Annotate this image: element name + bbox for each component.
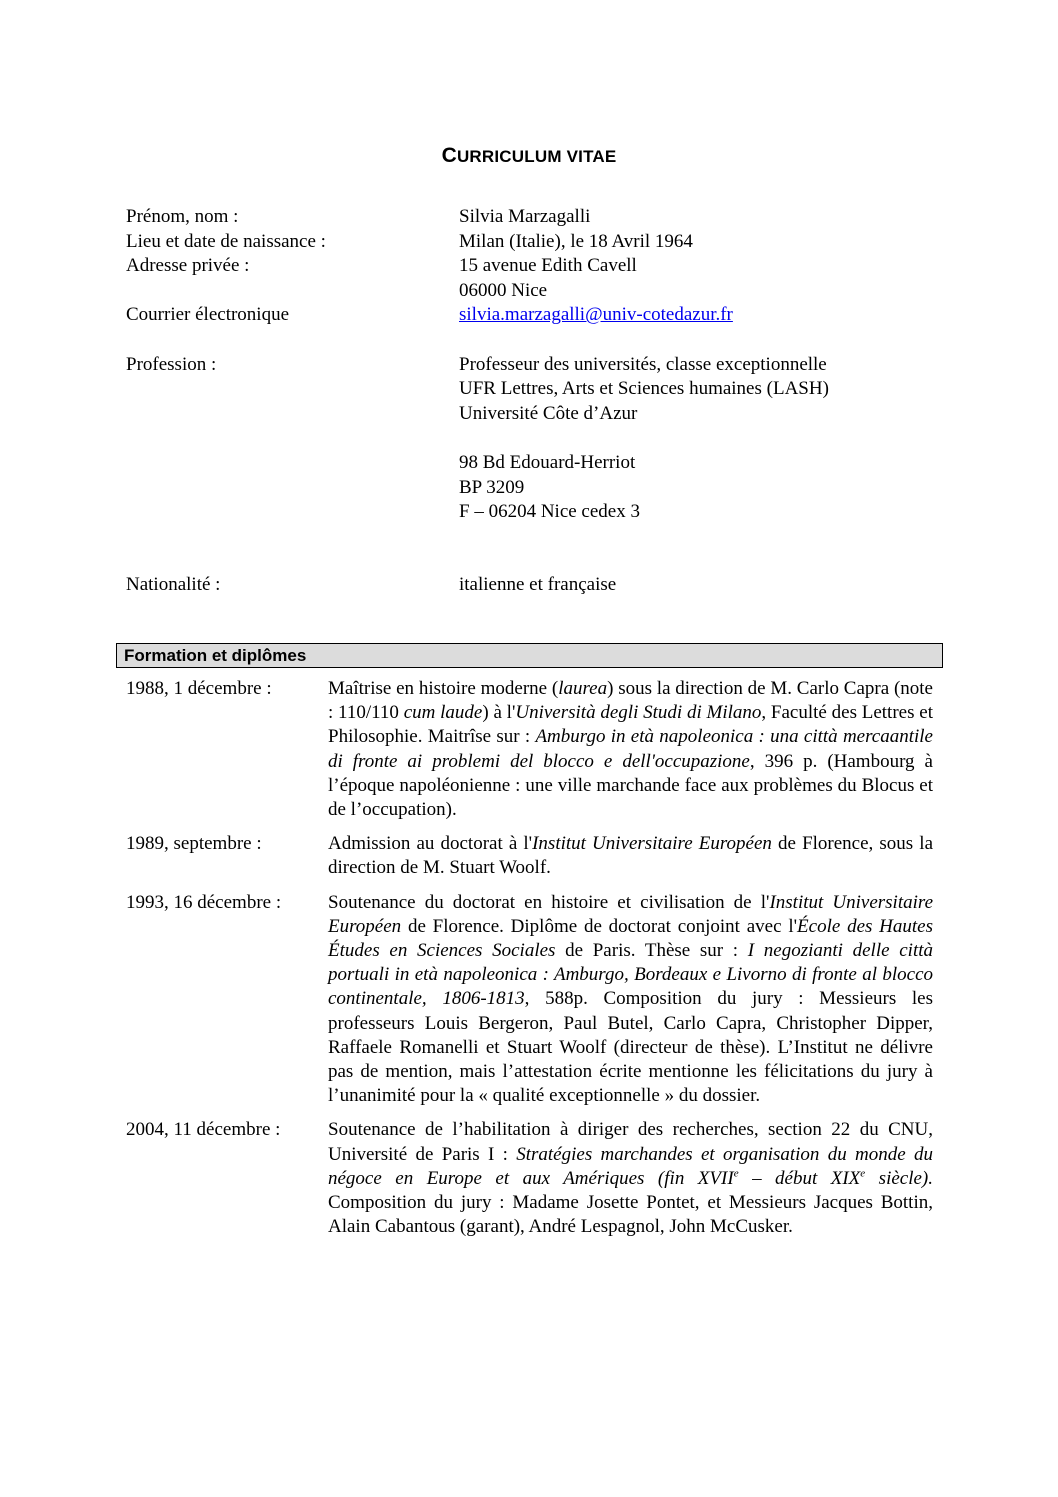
title-rest: URRICULUM VITAE — [456, 147, 617, 166]
nationality-value: italienne et française — [459, 573, 617, 595]
birth-value: Milan (Italie), le 18 Avril 1964 — [459, 230, 693, 252]
address-label: Adresse privée : — [126, 255, 250, 277]
profession-line1: Professeur des universités, classe exceptionnelle — [459, 353, 827, 375]
entry — [126, 832, 933, 880]
entry-date: 2004, 11 décembre : — [126, 1119, 281, 1141]
email-label: Courrier électronique — [126, 304, 290, 326]
entry-text: Maîtrise en histoire moderne (laurea) sous la direction de M. Carlo Capra (note : 110/110 cum laude) à l'Università degli Studi di Milano, Faculté des Lettres et Philosophie. Maitrîse sur : Amburgo in età napoleonica : una città mercaantile di fronte ai problemi del blocco e dell'occupazione, 396 p. (Hambourg à l’époque napoléonienne : une ville marchande face aux problèmes du Blocus et de l’occupation). — [328, 678, 933, 821]
birth-label: Lieu et date de naissance : — [126, 230, 326, 252]
entry-text: Admission au doctorat à l'Institut Universitaire Européen de Florence, sous la direction de M. Stuart Woolf. — [328, 833, 933, 879]
section-header-formation: Formation et diplômes — [116, 643, 943, 668]
work-address2: BP 3209 — [459, 476, 525, 498]
email-row — [126, 303, 946, 328]
address-value — [459, 254, 946, 303]
name-row — [126, 205, 946, 230]
profession-line2: UFR Lettres, Arts et Sciences humaines (LASH) — [459, 378, 829, 400]
name-value: Silvia Marzagalli — [459, 206, 591, 227]
address-row — [126, 254, 946, 303]
entry-text: Soutenance du doctorat en histoire et civilisation de l'Institut Universitaire Européen de Florence. Diplôme de doctorat conjoint avec l'École des Hautes Études en Sciences Sociales de Paris. Thèse sur : I negozianti delle città portuali in età napoleonica : Amburgo, Bordeaux e Livorno di fronte al blocco continentale, 1806-1813, 588p. Composition du jury : Messieurs les professeurs Louis Bergeron, Paul Butel, Carlo Capra, Christopher Dipper, Raffaele Romanelli et Stuart Woolf (directeur de thèse). L’Institut ne délivre pas de mention, mais l’attestation écrite mentionne les félicitations du jury à l’unanimité pour la « qualité exceptionnelle » du dossier. — [328, 891, 934, 1107]
entry-date: 1989, septembre : — [126, 833, 262, 855]
entry — [126, 677, 933, 822]
title-initial: C — [441, 144, 457, 167]
nationality-label: Nationalité : — [126, 573, 221, 595]
profession-label: Profession : — [126, 353, 217, 375]
nationality-row — [126, 573, 946, 598]
entry-date: 1993, 16 décembre : — [126, 891, 282, 913]
profession-value — [459, 353, 946, 525]
entry — [126, 891, 933, 1109]
entry-text: Soutenance de l’habilitation à diriger des recherches, section 22 du CNU, Université de Paris I : Stratégies marchandes et organisation du monde du négoce en Europe et aux Amériques (fin XVIIe – début XIXe siècle). Composition du jury : Madame Josette Pontet, et Messieurs Jacques Bottin, Alain Cabantous (garant), André Lespagnol, John McCusker. — [328, 1119, 934, 1238]
email-link[interactable]: silvia.marzagalli@univ-cotedazur.fr — [459, 304, 733, 326]
entry — [126, 1118, 933, 1239]
work-address1: 98 Bd Edouard-Herriot — [459, 451, 636, 473]
entry-date: 1988, 1 décembre : — [126, 678, 272, 699]
birth-row — [126, 230, 946, 255]
formation-entries — [126, 677, 933, 1249]
page-title — [0, 144, 1058, 168]
personal-info — [126, 205, 946, 597]
address-line2: 06000 Nice — [459, 279, 548, 301]
profession-row — [126, 353, 946, 525]
work-address3: F – 06204 Nice cedex 3 — [459, 501, 640, 523]
name-label: Prénom, nom : — [126, 206, 239, 227]
address-line1: 15 avenue Edith Cavell — [459, 255, 637, 277]
profession-line3: Université Côte d’Azur — [459, 402, 638, 424]
